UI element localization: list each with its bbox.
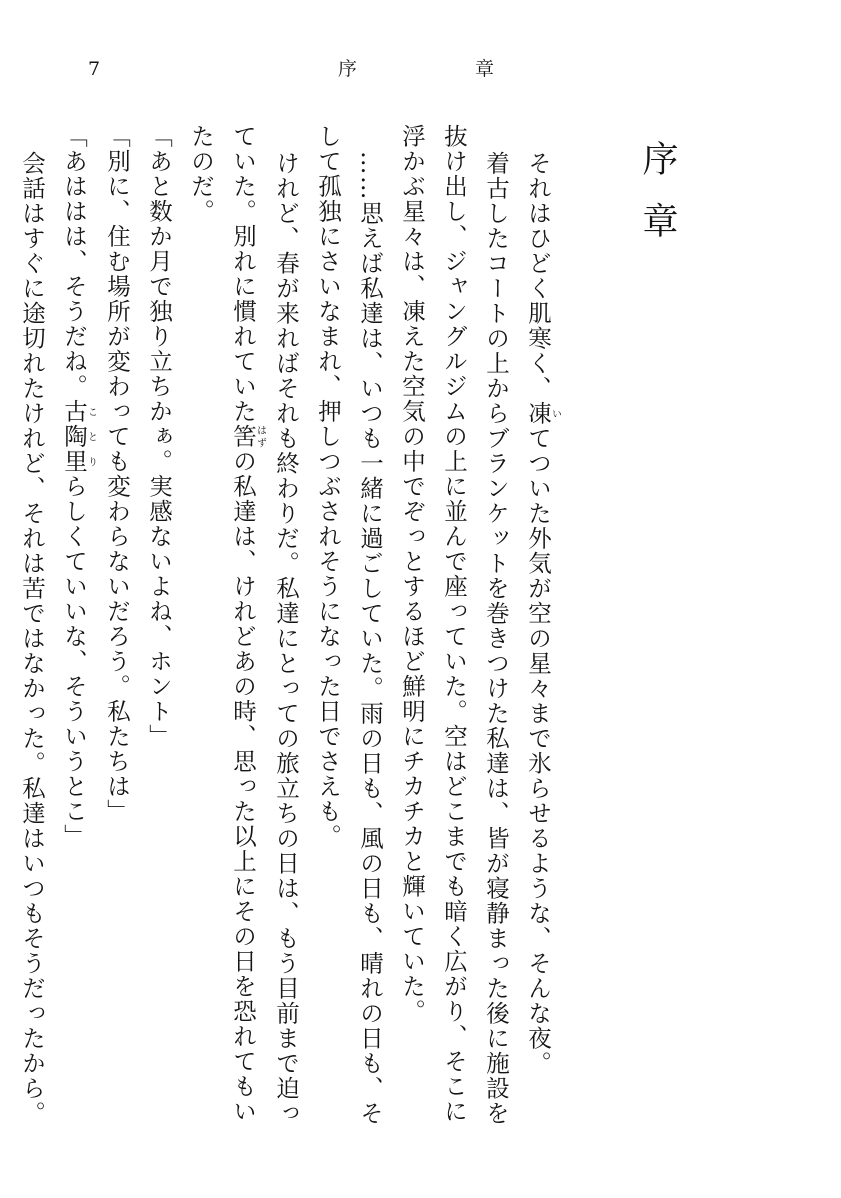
ruby-itete-reading: い [549,401,561,426]
text-line-12-start: 「あははは、そうだね。 [60,124,88,399]
text-line-11: 「別に、住む場所が変わっても変わらないだろう。私たちは」 [103,124,131,824]
text-line-4: 浮かぶ星々は、凍えた空気の中でぞっとするほど鮮明にチカチカと輝いていた。 [398,124,426,1024]
text-line-12 [53,124,96,1124]
ruby-hazu-reading: はず [254,424,266,449]
body-text [18,124,561,1126]
ruby-hazu [229,424,266,449]
page-number: 7 [88,58,101,80]
text-line-8-end: の私達は、けれどあの時、思った以上にその日を恐れてもい [229,449,257,1124]
chapter-title: 序章 [637,140,678,264]
text-line-6: して孤独にさいなまれ、押しつぶされそうになった日でさえも。 [314,124,342,849]
text-line-13: 会話はすぐに途切れたけれど、それは苦ではなかった。私達はいつもそうだったから。 [18,151,46,1126]
running-head: 序章 [338,58,613,80]
text-line-5: ……思えば私達は、いつも一緒に過ごしていた。雨の日も、風の日も、晴れの日も、そ [356,151,384,1126]
ruby-itete-base: 凍 [524,401,552,426]
ruby-hazu-base: 筈 [229,424,257,449]
text-line-3: 抜け出し、ジャングルジムの上に並んで座っていた。空はどこまでも暗く広がり、そこに [440,124,468,1124]
text-line-8-start: ていた。別れに慣れていた [229,124,257,424]
text-line-1 [517,124,560,1124]
ruby-kotori [60,399,97,474]
text-line-1-end: てついた外気が空の星々まで氷らせるような、そんな夜。 [524,426,552,1076]
text-line-1-start: それはひどく肌寒く、 [524,151,552,401]
text-line-7: けれど、春が来ればそれも終わりだ。私達にとっての旅立ちの日は、もう目前まで迫っ [272,151,300,1126]
text-line-9: たのだ。 [187,124,215,224]
text-line-8 [222,124,265,1124]
ruby-itete [524,401,561,426]
text-line-10: 「あと数か月で独り立ちかぁ。実感ないよね、ホント」 [145,124,173,749]
text-line-2-part: 着古したコートの上からブランケットを巻きつけた私達は、皆が寝静まった後に施設を [482,151,510,1126]
ruby-kotori-base: 古陶里 [60,399,88,474]
text-line-2 [475,124,517,1124]
text-line-12-end: らしくていいな、そういうとこ」 [60,474,88,849]
ruby-kotori-reading: ことり [85,399,97,474]
